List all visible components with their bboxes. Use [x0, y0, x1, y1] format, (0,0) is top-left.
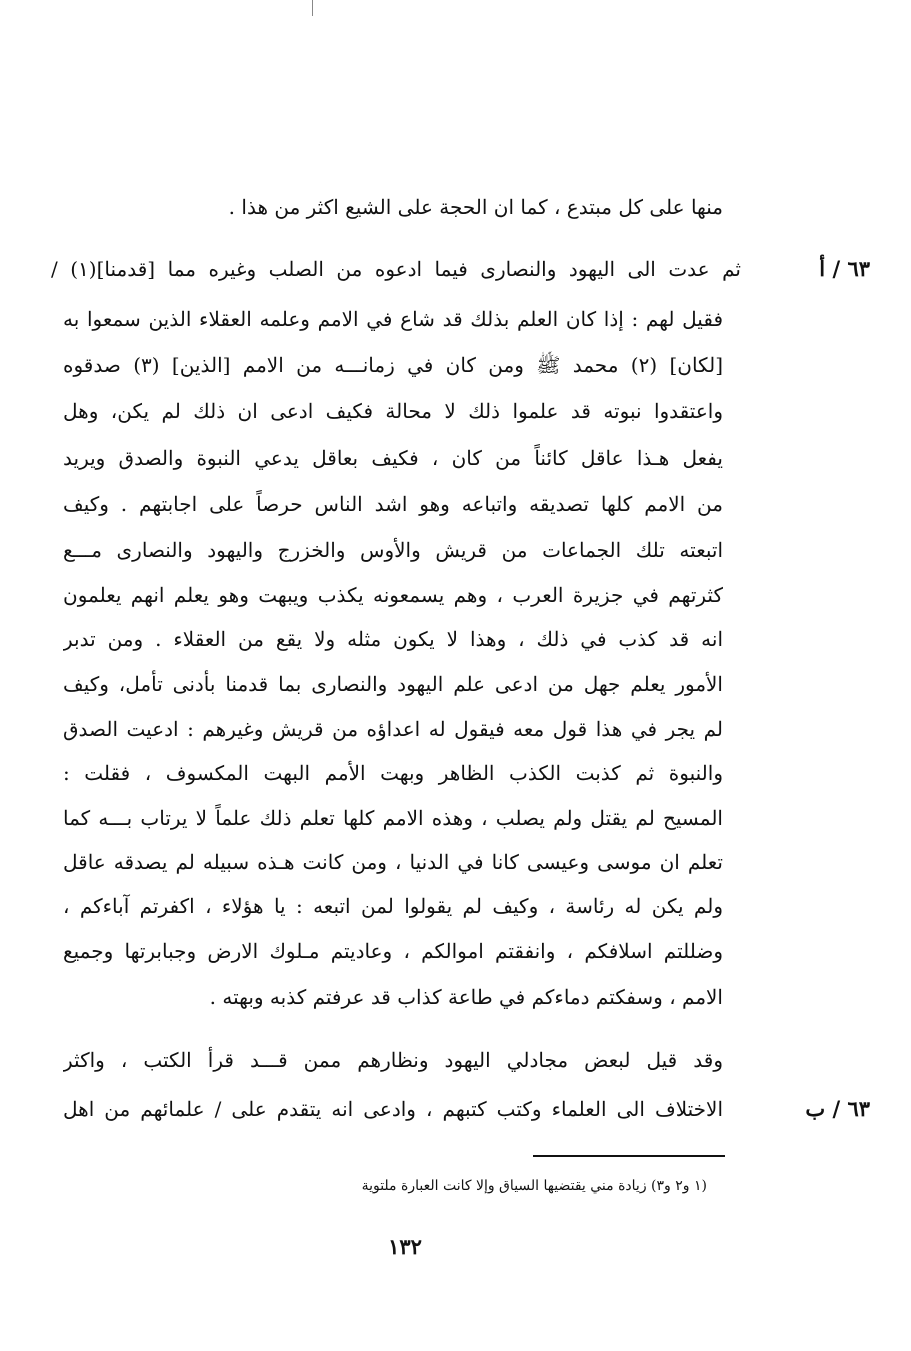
- text-line: كثرتهم في جزيرة العرب ، وهم يسمعونه يكذب ويبهت وهو يعلم انهم يعلمون: [63, 583, 723, 607]
- text-line: واعتقدوا نبوته قد علموا ذلك لا محالة فكيف ادعى ان ذلك لم يكن، وهل: [63, 399, 723, 423]
- text-line: منها على كل مبتدع ، كما ان الحجة على الشيع اكثر من هذا .: [228, 195, 723, 219]
- text-line: اتبعته تلك الجماعات من قريش والأوس والخزرج واليهود والنصارى مـــع: [63, 538, 723, 562]
- page-number: ١٣٢: [388, 1234, 422, 1259]
- text-line: والنبوة ثم كذبت الكذب الظاهر وبهت الأمم البهت المكسوف ، فقلت :: [63, 761, 723, 785]
- text-line: وضللتم اسلافكم ، وانفقتم اموالكم ، وعاديتم مـلوك الارض وجبابرتها وجميع: [63, 939, 723, 963]
- text-line: انه قد كذب في ذلك ، وهذا لا يكون مثله ولا يقع من العقلاء . ومن تدبر: [63, 627, 723, 651]
- text-line: فقيل لهم : إذا كان العلم بذلك قد شاع في الامم وعلمه العقلاء الذين سمعوا به: [63, 307, 723, 331]
- text-line: تعلم ان موسى وعيسى كانا في الدنيا ، ومن كانت هـذه سبيله لم يصدقه عاقل: [63, 850, 723, 874]
- text-line: لم يجر في هذا قول معه فيقول له اعداؤه من قريش وغيرهم : ادعيت الصدق: [63, 717, 723, 741]
- text-line: الامم ، وسفكتم دماءكم في طاعة كذاب قد عرفتم كذبه وبهته .: [209, 985, 723, 1009]
- text-line: ولم يكن له رئاسة ، وكيف لم يقولوا لمن اتبعه : يا هؤلاء ، اكفرتم آباءكم ،: [63, 894, 723, 918]
- text-line: وقد قيل لبعض مجادلي اليهود ونظارهم ممن قـــد قرأ الكتب ، واكثر: [63, 1048, 723, 1072]
- text-line: الأمور يعلم جهل من ادعى علم اليهود والنصارى بما قدمنا بأدنى تأمل، وكيف: [63, 672, 723, 696]
- margin-folio-note: ٦٣ / أ: [819, 256, 870, 281]
- text-line: ثم عدت الى اليهود والنصارى فيما ادعوه من الصلب وغيره مما [قدمنا](١) /: [51, 257, 741, 281]
- footnote-rule: [533, 1155, 725, 1157]
- text-line: يفعل هـذا عاقل كائناً من كان ، فكيف بعاقل يدعي النبوة والصدق ويريد: [63, 446, 723, 470]
- text-line: الاختلاف الى العلماء وكتب كتبهم ، وادعى انه يتقدم على / علمائهم من اهل: [63, 1097, 723, 1121]
- text-line: [لكان] (٢) محمد ﷺ ومن كان في زمانـــه من الامم [الذين] (٣) صدقوه: [63, 353, 723, 377]
- text-line: من الامم كلها تصديقه واتباعه وهو اشد الناس حرصاً على اجابتهم . وكيف: [63, 492, 723, 516]
- scan-mark: [312, 0, 315, 16]
- margin-folio-note: ٦٣ / ب: [805, 1096, 870, 1121]
- text-line: المسيح لم يقتل ولم يصلب ، وهذه الامم كلها تعلم ذلك علماً لا يرتاب بـــه كما: [63, 806, 723, 830]
- footnote: (١ و٢ و٣) زيادة مني يقتضيها السياق وإلا كانت العبارة ملتوية: [361, 1178, 707, 1194]
